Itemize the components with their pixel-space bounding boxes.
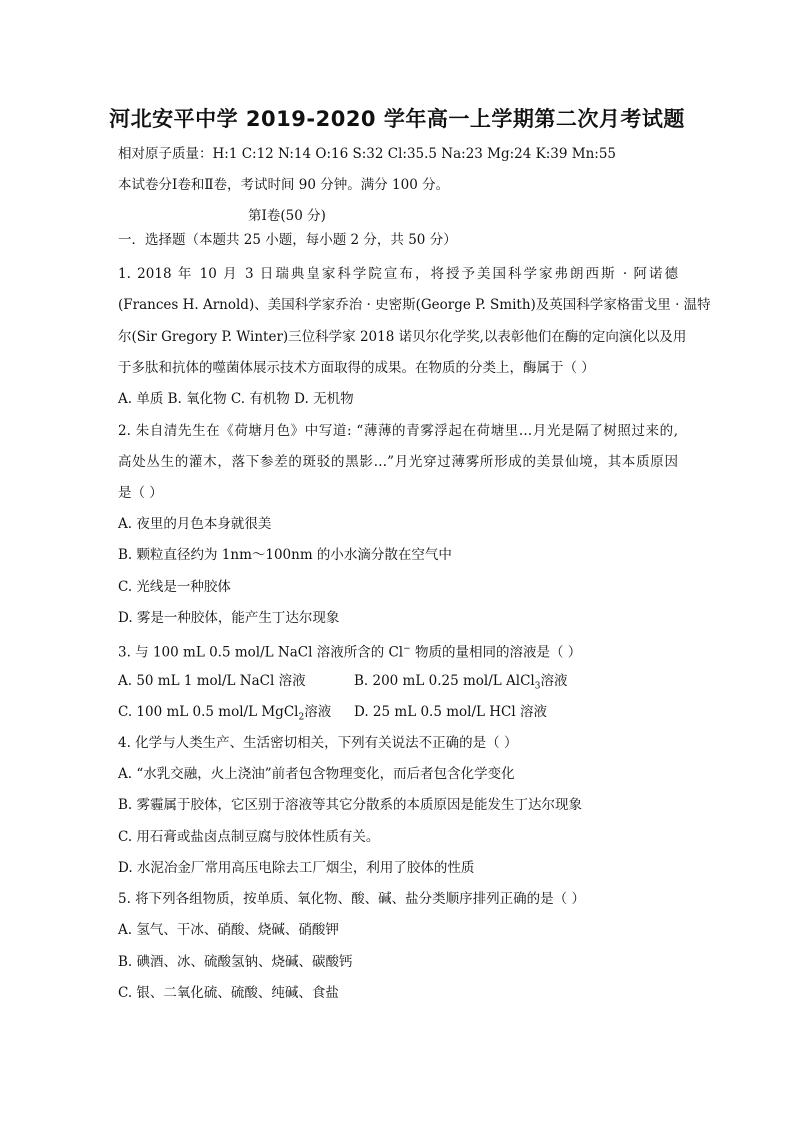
q1-options: A. 单质 B. 氧化物 C. 有机物 D. 无机物	[118, 391, 354, 407]
q1-line-2: (Frances H. Arnold)、美国科学家乔治 · 史密斯(George P. Smith)及英国科学家格雷戈里 · 温特	[118, 297, 711, 313]
q1-line-1: 1. 2018 年 10 月 3 日瑞典皇家科学院宣布，将授予美国科学家弗朗西斯 · 阿诺德	[118, 266, 678, 282]
q5-option-b: B. 碘酒、冰、硫酸氢钠、烧碱、碳酸钙	[118, 954, 353, 970]
q2-option-b: B. 颗粒直径约为 1nm～100nm 的小水滴分散在空气中	[118, 547, 452, 563]
chloride-charge: −	[403, 644, 411, 654]
q3-stem	[118, 640, 678, 662]
q4-stem: 4. 化学与人类生产、生活密切相关，下列有关说法不正确的是（ ）	[118, 735, 518, 751]
q3-option-a: A. 50 mL 1 mol/L NaCl 溶液	[118, 673, 306, 689]
q5-stem: 5. 将下列各组物质，按单质、氧化物、酸、碱、盐分类顺序排列正确的是（ ）	[118, 891, 585, 907]
q2-line-1: 2. 朱自清先生在《荷塘月色》中写道: “薄薄的青雾浮起在荷塘里…月光是隔了树照过来的,	[118, 423, 678, 439]
q3-stem-pre: 3. 与 100 mL 0.5 mol/L NaCl 溶液所含的 Cl	[118, 644, 404, 661]
q3-option-c-post: 溶液	[304, 704, 332, 720]
q4-option-c: C. 用石膏或盐卤点制豆腐与胶体性质有关。	[118, 829, 380, 845]
exam-info: 本试卷分Ⅰ卷和Ⅱ卷，考试时间 90 分钟。满分 100 分。	[118, 177, 450, 193]
q3-option-b-pre: B. 200 mL 0.25 mol/L AlCl	[354, 673, 535, 689]
q3-option-b	[354, 672, 567, 696]
q2-option-d: D. 雾是一种胶体，能产生丁达尔现象	[118, 610, 340, 626]
q3-option-c-sub: 2	[298, 712, 305, 723]
q5-option-c: C. 银、二氧化硫、硫酸、纯碱、食盐	[118, 985, 339, 1001]
atomic-masses: 相对原子质量：H:1 C:12 N:14 O:16 S:32 Cl:35.5 Na:23 Mg:24 K:39 Mn:55	[118, 146, 617, 162]
q1-line-4: 于多肽和抗体的噬菌体展示技术方面取得的成果。在物质的分类上，酶属于（ ）	[118, 360, 595, 376]
page-title: 河北安平中学 2019-2020 学年高一上学期第二次月考试题	[109, 107, 685, 131]
q3-option-b-sub: 3	[534, 681, 541, 692]
volume-heading: 第Ⅰ卷(50 分)	[248, 208, 326, 224]
q2-option-a: A. 夜里的月色本身就很美	[118, 516, 272, 532]
section-heading: 一．选择题（本题共 25 小题，每小题 2 分，共 50 分）	[118, 232, 457, 248]
q3-option-d: D. 25 mL 0.5 mol/L HCl 溶液	[354, 704, 547, 720]
q3-stem-post: 物质的量相同的溶液是（ ）	[410, 644, 582, 661]
q3-option-b-post: 溶液	[540, 673, 568, 689]
q4-option-d: D. 水泥冶金厂常用高压电除去工厂烟尘，利用了胶体的性质	[118, 860, 475, 876]
q2-line-2: 高处丛生的灌木，落下参差的斑驳的黑影…”月光穿过薄雾所形成的美景仙境，其本质原因	[118, 454, 678, 470]
q3-option-c	[118, 703, 331, 727]
q4-option-b: B. 雾霾属于胶体，它区别于溶液等其它分散系的本质原因是能发生丁达尔现象	[118, 797, 583, 813]
q2-option-c: C. 光线是一种胶体	[118, 579, 231, 595]
q4-option-a: A. “水乳交融，火上浇油”前者包含物理变化，而后者包含化学变化	[118, 766, 515, 782]
q3-option-c-pre: C. 100 mL 0.5 mol/L MgCl	[118, 704, 299, 720]
q2-line-3: 是（ ）	[118, 485, 163, 501]
q1-line-3: 尔(Sir Gregory P. Winter)三位科学家 2018 诺贝尔化学奖,以表彰他们在酶的定向演化以及用	[118, 329, 687, 345]
q5-option-a: A. 氢气、干冰、硝酸、烧碱、硝酸钾	[118, 922, 339, 938]
